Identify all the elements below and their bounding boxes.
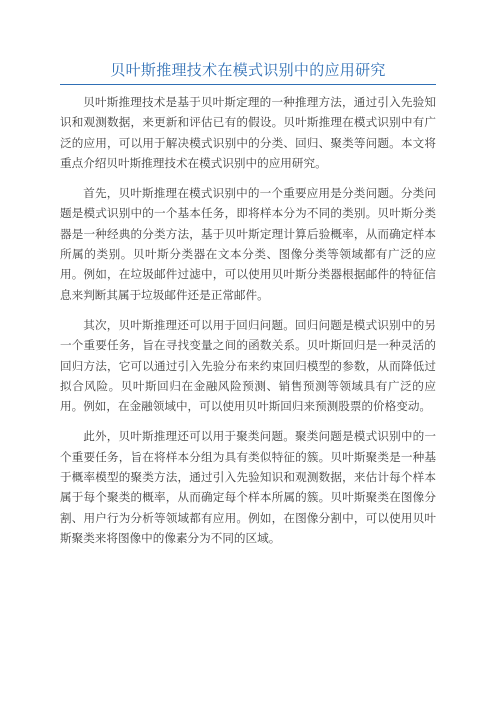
paragraph-classification: 首先，贝叶斯推理在模式识别中的一个重要应用是分类问题。分类问题是模式识别中的一个基本任务，即将样本分为不同的类别。贝叶斯分类器是一种经典的分类方法，基于贝叶斯定理计算后验概率，从而确定样本所属的类别。贝叶斯分类器在文本分类、图像分类等领域都有广泛的应用。例如，在垃圾邮件过滤中，可以使用贝叶斯分类器根据邮件的特征信息来判断其属于垃圾邮件还是正常邮件。 <box>60 186 436 302</box>
document-title: 贝叶斯推理技术在模式识别中的应用研究 <box>110 61 386 79</box>
paragraph-regression: 其次，贝叶斯推理还可以用于回归问题。回归问题是模式识别中的另一个重要任务，旨在寻找变量之间的函数关系。贝叶斯回归是一种灵活的回归方法，它可以通过引入先验分布来约束回归模型的参数，从而降低过拟合风险。贝叶斯回归在金融风险预测、销售预测等领域具有广泛的应用。例如，在金融领域中，可以使用贝叶斯回归来预测股票的价格变动。 <box>60 317 436 414</box>
title-underline <box>60 84 436 85</box>
document-body <box>60 92 436 558</box>
paragraph-intro: 贝叶斯推理技术是基于贝叶斯定理的一种推理方法，通过引入先验知识和观测数据，来更新和评估已有的假设。贝叶斯推理在模式识别中有广泛的应用，可以用于解决模式识别中的分类、回归、聚类等问题。本文将重点介绍贝叶斯推理技术在模式识别中的应用研究。 <box>60 95 436 170</box>
paragraph-clustering: 此外，贝叶斯推理还可以用于聚类问题。聚类问题是模式识别中的一个重要任务，旨在将样本分组为具有类似特征的簇。贝叶斯聚类是一种基于概率模型的聚类方法，通过引入先验知识和观测数据，来估计每个样本属于每个聚类的概率，从而确定每个样本所属的簇。贝叶斯聚类在图像分割、用户行为分析等领域都有应用。例如，在图像分割中，可以使用贝叶斯聚类来将图像中的像素分为不同的区域。 <box>60 429 436 545</box>
